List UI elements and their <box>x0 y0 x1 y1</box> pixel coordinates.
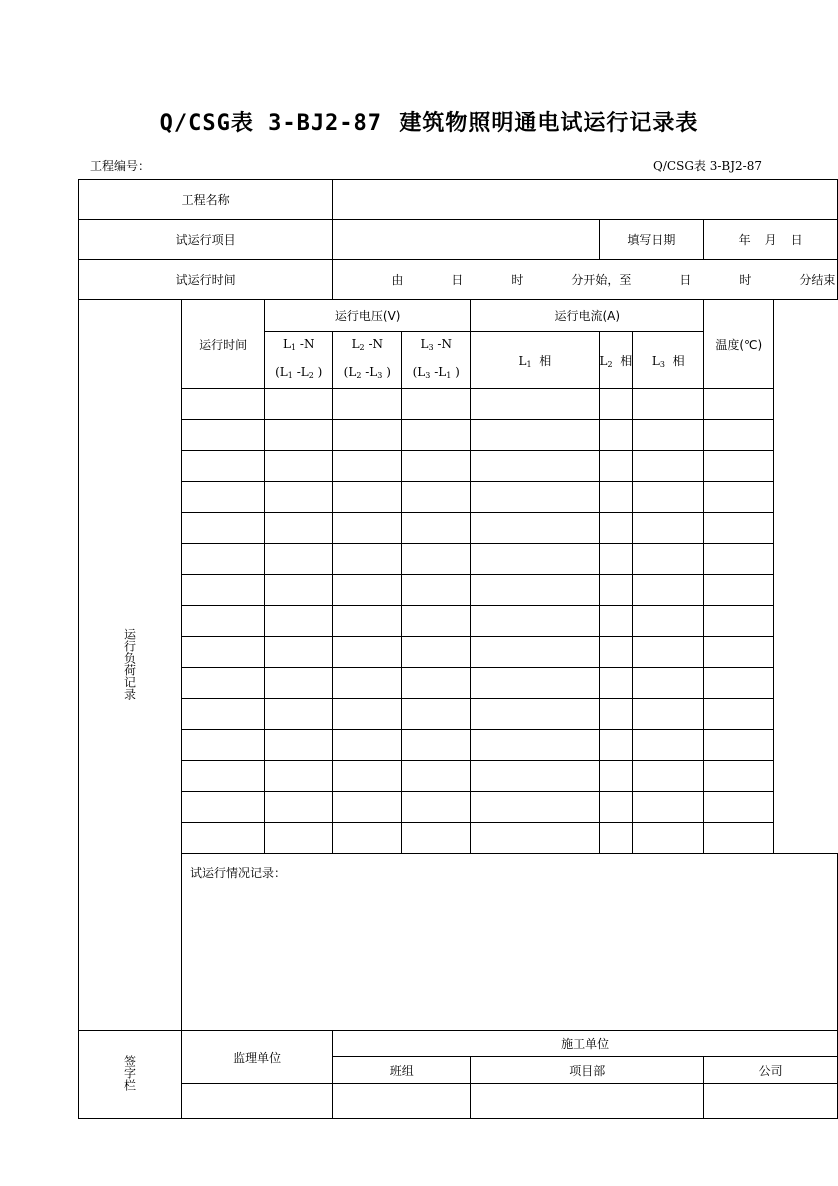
voltage-l3-n: $L_3$ -N ($L_3$ $-L_1$ ) <box>402 332 471 389</box>
voltage-l3-cell[interactable] <box>402 823 471 854</box>
voltage-l3-cell[interactable] <box>402 482 471 513</box>
run-time-cell[interactable] <box>182 730 265 761</box>
time-end: 分结束 <box>799 273 836 287</box>
current-l3-cell[interactable] <box>633 699 704 730</box>
voltage-l1-cell[interactable] <box>265 637 333 668</box>
current-l2-cell[interactable] <box>599 544 633 575</box>
run-time-cell[interactable] <box>182 482 265 513</box>
current-l3-cell[interactable] <box>633 513 704 544</box>
record-header-row <box>79 300 838 332</box>
table-row <box>79 792 838 823</box>
time-hour-end: 时 <box>739 273 752 287</box>
project-name-label: 工程名称 <box>79 180 333 220</box>
voltage-l1-cell[interactable] <box>265 699 333 730</box>
temperature-header: 温度(℃) <box>704 300 774 389</box>
voltage-l1-cell[interactable] <box>265 761 333 792</box>
table-row <box>79 544 838 575</box>
title-name: 建筑物照明通电试运行记录表 <box>399 111 699 136</box>
voltage-l3-cell[interactable] <box>402 544 471 575</box>
load-record-label: 运行负荷记录 <box>122 627 137 700</box>
voltage-l3-cell[interactable] <box>402 420 471 451</box>
voltage-l1-cell[interactable] <box>265 451 333 482</box>
run-time-cell[interactable] <box>182 575 265 606</box>
run-time-cell[interactable] <box>182 389 265 420</box>
run-time-cell[interactable] <box>182 699 265 730</box>
current-l2-cell[interactable] <box>599 761 633 792</box>
run-time-cell[interactable] <box>182 637 265 668</box>
current-l2-cell[interactable] <box>599 699 633 730</box>
voltage-l1-cell[interactable] <box>265 513 333 544</box>
current-l1-cell[interactable] <box>471 513 599 544</box>
company-label: 公司 <box>704 1057 838 1084</box>
current-l3-cell[interactable] <box>633 389 704 420</box>
voltage-l1-cell[interactable] <box>265 792 333 823</box>
table-row <box>79 637 838 668</box>
voltage-l3-cell[interactable] <box>402 606 471 637</box>
record-form <box>78 179 838 1119</box>
supervisor-sign-field[interactable] <box>182 1084 333 1119</box>
current-l3-cell[interactable] <box>633 792 704 823</box>
time-from: 由 <box>391 273 404 287</box>
voltage-l3-cell[interactable] <box>402 575 471 606</box>
current-l2-cell[interactable] <box>599 730 633 761</box>
notes-field[interactable] <box>182 854 838 1031</box>
sign-field-row <box>79 1084 838 1119</box>
current-l2-phase: $L_2$ 相 <box>599 332 633 389</box>
trial-time-row <box>79 260 838 300</box>
voltage-l2-cell[interactable] <box>333 637 402 668</box>
current-l1-cell[interactable] <box>471 606 599 637</box>
voltage-l3-cell[interactable] <box>402 637 471 668</box>
date-year: 年 <box>738 233 751 247</box>
current-l3-cell[interactable] <box>633 482 704 513</box>
current-l3-cell[interactable] <box>633 668 704 699</box>
current-l3-cell[interactable] <box>633 761 704 792</box>
voltage-l2-cell[interactable] <box>333 482 402 513</box>
temperature-cell[interactable] <box>704 389 774 420</box>
run-time-header: 运行时间 <box>182 300 265 389</box>
record-table <box>78 179 838 1119</box>
current-l1-cell[interactable] <box>471 699 599 730</box>
table-row <box>79 606 838 637</box>
table-row <box>79 420 838 451</box>
voltage-l3-cell[interactable] <box>402 513 471 544</box>
time-start: 分开始，至 <box>571 273 632 287</box>
voltage-l1-cell[interactable] <box>265 575 333 606</box>
current-l1-cell[interactable] <box>471 792 599 823</box>
current-l3-cell[interactable] <box>633 606 704 637</box>
voltage-l2-cell[interactable] <box>333 606 402 637</box>
trial-item-row <box>79 220 838 260</box>
project-dept-sign-field[interactable] <box>471 1084 704 1119</box>
temperature-cell[interactable] <box>704 544 774 575</box>
current-l2-cell[interactable] <box>599 420 633 451</box>
temperature-cell[interactable] <box>704 482 774 513</box>
temperature-cell[interactable] <box>704 823 774 854</box>
voltage-l2-cell[interactable] <box>333 730 402 761</box>
current-l1-cell[interactable] <box>471 575 599 606</box>
date-month: 月 <box>764 233 777 247</box>
current-l1-phase: $L_1$ 相 <box>471 332 599 389</box>
table-row <box>79 730 838 761</box>
temperature-cell[interactable] <box>704 792 774 823</box>
voltage-l3-cell[interactable] <box>402 389 471 420</box>
current-l1-cell[interactable] <box>471 544 599 575</box>
current-l2-cell[interactable] <box>599 451 633 482</box>
voltage-l1-cell[interactable] <box>265 482 333 513</box>
current-l3-cell[interactable] <box>633 544 704 575</box>
table-row <box>79 699 838 730</box>
run-time-cell[interactable] <box>182 606 265 637</box>
current-l3-cell[interactable] <box>633 823 704 854</box>
voltage-l2-cell[interactable] <box>333 761 402 792</box>
table-row <box>79 482 838 513</box>
project-name-row <box>79 180 838 220</box>
time-hour: 时 <box>511 273 524 287</box>
table-row <box>79 389 838 420</box>
voltage-l1-n: $L_1$ -N ($L_1$ $-L_2$ ) <box>265 332 333 389</box>
voltage-l1-cell[interactable] <box>265 544 333 575</box>
voltage-l2-cell[interactable] <box>333 792 402 823</box>
current-l3-cell[interactable] <box>633 575 704 606</box>
voltage-l2-cell[interactable] <box>333 451 402 482</box>
table-row <box>79 451 838 482</box>
temperature-cell[interactable] <box>704 575 774 606</box>
trial-time-field[interactable] <box>333 260 838 300</box>
voltage-l3-cell[interactable] <box>402 451 471 482</box>
voltage-l2-cell[interactable] <box>333 544 402 575</box>
temperature-cell[interactable] <box>704 637 774 668</box>
voltage-l2-cell[interactable] <box>333 668 402 699</box>
current-l3-cell[interactable] <box>633 451 704 482</box>
voltage-l2-cell[interactable] <box>333 420 402 451</box>
run-time-cell[interactable] <box>182 823 265 854</box>
current-l1-cell[interactable] <box>471 668 599 699</box>
run-time-cell[interactable] <box>182 668 265 699</box>
temperature-cell[interactable] <box>704 513 774 544</box>
voltage-l3-cell[interactable] <box>402 699 471 730</box>
project-dept-label: 项目部 <box>471 1057 704 1084</box>
current-l3-cell[interactable] <box>633 637 704 668</box>
temperature-cell[interactable] <box>704 668 774 699</box>
current-l1-cell[interactable] <box>471 482 599 513</box>
current-l3-cell[interactable] <box>633 420 704 451</box>
team-label: 班组 <box>333 1057 471 1084</box>
voltage-l2-n: $L_2$ -N ($L_2$ $-L_3$ ) <box>333 332 402 389</box>
current-l2-cell[interactable] <box>599 792 633 823</box>
current-l2-cell[interactable] <box>599 513 633 544</box>
current-l2-cell[interactable] <box>599 668 633 699</box>
current-l2-cell[interactable] <box>599 823 633 854</box>
voltage-l3-cell[interactable] <box>402 792 471 823</box>
voltage-l2-cell[interactable] <box>333 389 402 420</box>
current-l3-phase: $L_3$ 相 <box>633 332 704 389</box>
company-sign-field[interactable] <box>704 1084 838 1119</box>
form-code: Q/CSG表 3-BJ2-87 <box>653 159 762 173</box>
time-day-end: 日 <box>679 273 692 287</box>
load-record-section <box>79 300 182 1031</box>
current-l1-cell[interactable] <box>471 730 599 761</box>
voltage-l1-cell[interactable] <box>265 606 333 637</box>
current-l1-cell[interactable] <box>471 389 599 420</box>
voltage-l2-cell[interactable] <box>333 823 402 854</box>
voltage-l2-cell[interactable] <box>333 699 402 730</box>
run-time-cell[interactable] <box>182 451 265 482</box>
run-time-cell[interactable] <box>182 513 265 544</box>
table-row <box>79 761 838 792</box>
title-code: Q/CSG表 3-BJ2-87 <box>159 111 383 136</box>
current-l1-cell[interactable] <box>471 637 599 668</box>
current-l1-cell[interactable] <box>471 420 599 451</box>
trial-item-label: 试运行项目 <box>79 220 333 260</box>
project-number-label: 工程编号： <box>90 159 151 173</box>
signature-section <box>79 1031 182 1119</box>
voltage-l3-cell[interactable] <box>402 730 471 761</box>
table-row <box>79 513 838 544</box>
voltage-l1-cell[interactable] <box>265 730 333 761</box>
trial-item-field[interactable] <box>333 220 599 260</box>
date-day: 日 <box>790 233 803 247</box>
notes-label: 试运行情况记录： <box>190 866 287 880</box>
notes-row <box>79 854 838 1031</box>
table-row <box>79 823 838 854</box>
current-l2-cell[interactable] <box>599 482 633 513</box>
current-l1-cell[interactable] <box>471 823 599 854</box>
current-l2-cell[interactable] <box>599 575 633 606</box>
voltage-l1-cell[interactable] <box>265 668 333 699</box>
temperature-cell[interactable] <box>704 606 774 637</box>
voltage-l1-cell[interactable] <box>265 823 333 854</box>
current-l1-cell[interactable] <box>471 761 599 792</box>
run-time-cell[interactable] <box>182 544 265 575</box>
current-l1-cell[interactable] <box>471 451 599 482</box>
current-l3-cell[interactable] <box>633 730 704 761</box>
team-sign-field[interactable] <box>333 1084 471 1119</box>
project-name-field[interactable] <box>333 180 838 220</box>
table-row <box>79 575 838 606</box>
current-l2-cell[interactable] <box>599 606 633 637</box>
table-row <box>79 668 838 699</box>
time-day: 日 <box>451 273 464 287</box>
fill-date-label: 填写日期 <box>599 220 704 260</box>
voltage-header: 运行电压(V) <box>265 300 471 332</box>
voltage-l1-cell[interactable] <box>265 420 333 451</box>
temperature-cell[interactable] <box>704 761 774 792</box>
supervisor-label: 监理单位 <box>182 1031 333 1084</box>
current-l2-cell[interactable] <box>599 389 633 420</box>
voltage-l2-cell[interactable] <box>333 575 402 606</box>
page-title <box>0 106 838 137</box>
temperature-cell[interactable] <box>704 420 774 451</box>
voltage-l2-cell[interactable] <box>333 513 402 544</box>
temperature-cell[interactable] <box>704 451 774 482</box>
temperature-cell[interactable] <box>704 699 774 730</box>
voltage-l3-cell[interactable] <box>402 668 471 699</box>
trial-time-label: 试运行时间 <box>79 260 333 300</box>
temperature-cell[interactable] <box>704 730 774 761</box>
current-header: 运行电流(A) <box>471 300 704 332</box>
sign-header-row <box>79 1031 838 1057</box>
voltage-l1-cell[interactable] <box>265 389 333 420</box>
signature-label: 签字栏 <box>122 1055 137 1091</box>
fill-date-field[interactable] <box>704 220 838 260</box>
run-time-cell[interactable] <box>182 420 265 451</box>
current-l2-cell[interactable] <box>599 637 633 668</box>
constructor-label: 施工单位 <box>333 1031 838 1057</box>
run-time-cell[interactable] <box>182 761 265 792</box>
voltage-l3-cell[interactable] <box>402 761 471 792</box>
run-time-cell[interactable] <box>182 792 265 823</box>
